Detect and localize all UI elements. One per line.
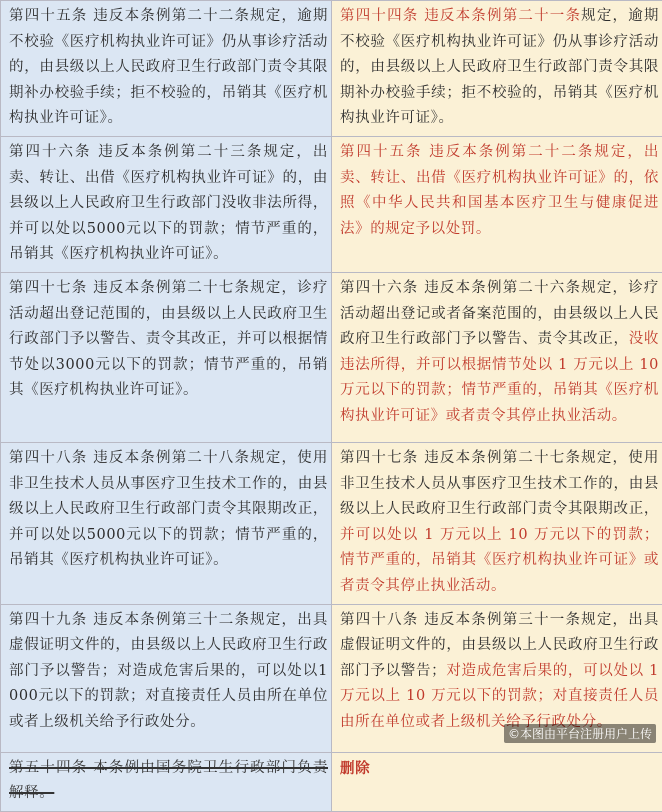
new-article-cell (332, 1, 662, 137)
old-article-text: 第四十八条 违反本条例第二十八条规定，使用非卫生技术人员从事医疗卫生技术工作的，由县级以上人民政府卫生行政部门责令其限期改正，并可以处以5000元以下的罚款；情节严重的，吊销其《医疗机构执业许可证》。 (9, 450, 328, 568)
old-article-cell (1, 136, 332, 272)
deleted-label: 删除 (340, 760, 370, 777)
table-row (1, 752, 662, 811)
new-article-text: 并可以处以 1 万元以上 10 万元以下的罚款；情节严重的，吊销其《医疗机构执业许可证》或者责令其停止执业活动。 (340, 527, 659, 594)
new-article-text: 对造成危害后果的，可以处以 1 万元以上 10 万元以下的罚款；对直接责任人员由所在单位或者上级机关给予行政处分。 (340, 663, 659, 730)
table-row (1, 272, 662, 442)
old-article-cell (1, 442, 332, 604)
old-article-cell (1, 1, 332, 137)
old-article-cell (1, 604, 332, 752)
new-article-cell (332, 442, 662, 604)
table-row (1, 1, 662, 137)
old-article-text: 第四十七条 违反本条例第二十七条规定，诊疗活动超出登记范围的，由县级以上人民政府卫生行政部门予以警告、责令其改正，并可以根据情节处以3000元以下的罚款；情节严重的，吊销其《医疗机构执业许可证》。 (9, 280, 328, 398)
table-row (1, 136, 662, 272)
new-article-text: 第二十一条 (503, 8, 581, 24)
old-article-text: 第四十九条 违反本条例第三十二条规定，出具虚假证明文件的，由县级以上人民政府卫生行政部门予以警告；对造成危害后果的，可以处以1000元以下的罚款；对直接责任人员由所在单位或者上级机关给予行政处分。 (9, 612, 328, 730)
upload-watermark: ©本图由平台注册用户上传 (504, 724, 656, 743)
table-row (1, 442, 662, 604)
old-article-cell (1, 272, 332, 442)
old-article-text: 第四十六条 违反本条例第二十三条规定，出卖、转让、出借《医疗机构执业许可证》的，由县级以上人民政府卫生行政部门没收非法所得，并可以处以5000元以下的罚款；情节严重的，吊销其《医疗机构执业许可证》。 (9, 144, 328, 262)
new-article-cell (332, 752, 662, 811)
old-article-text: 第四十五条 违反本条例第二十二条规定，逾期不校验《医疗机构执业许可证》仍从事诊疗活动的，由县级以上人民政府卫生行政部门责令其限期补办校验手续；拒不校验的，吊销其《医疗机构执业许可证》。 (9, 8, 328, 126)
new-article-text: 规定，逾期不校验《医疗机构执业许可证》仍从事诊疗活动的，由县级以上人民政府卫生行政部门责令其限期补办校验手续；拒不校验的，吊销其《医疗机构执业许可证》。 (340, 8, 659, 126)
new-article-text: 没收违法所得，并可以根据情节处以 1 万元以上 10 万元以下的罚款；情节严重的，吊销其《医疗机构执业许可证》或者责令其停止执业活动。 (340, 331, 659, 424)
new-article-text: 第四十八条 违反本条例第三十一条规定，出具虚假证明文件的，由县级以上人民政府卫生行政部门予以警告； (340, 612, 659, 679)
deleted-article-text: 第五十四条 本条例由国务院卫生行政部门负责解释。 (9, 760, 328, 802)
old-article-cell (1, 752, 332, 811)
new-article-text: 第四十七条 违反本条例第二十七条规定，使用非卫生技术人员从事医疗卫生技术工作的，由县级以上人民政府卫生行政部门责令其限期改正， (340, 450, 659, 517)
new-article-cell (332, 272, 662, 442)
new-article-cell (332, 136, 662, 272)
new-article-text: 第四十五条 违反本条例第二十二条规定，出卖、转让、出借《医疗机构执业许可证》的，依照《中华人民共和国基本医疗卫生与健康促进法》的规定予以处罚。 (340, 144, 659, 237)
new-article-text: 第四十六条 违反本条例第二十六条规定，诊疗活动超出登记或者备案范围的，由县级以上人民政府卫生行政部门予以警告、责令其改正， (340, 280, 659, 347)
new-article-text: 第四十四条 违反本条例 (340, 8, 503, 24)
